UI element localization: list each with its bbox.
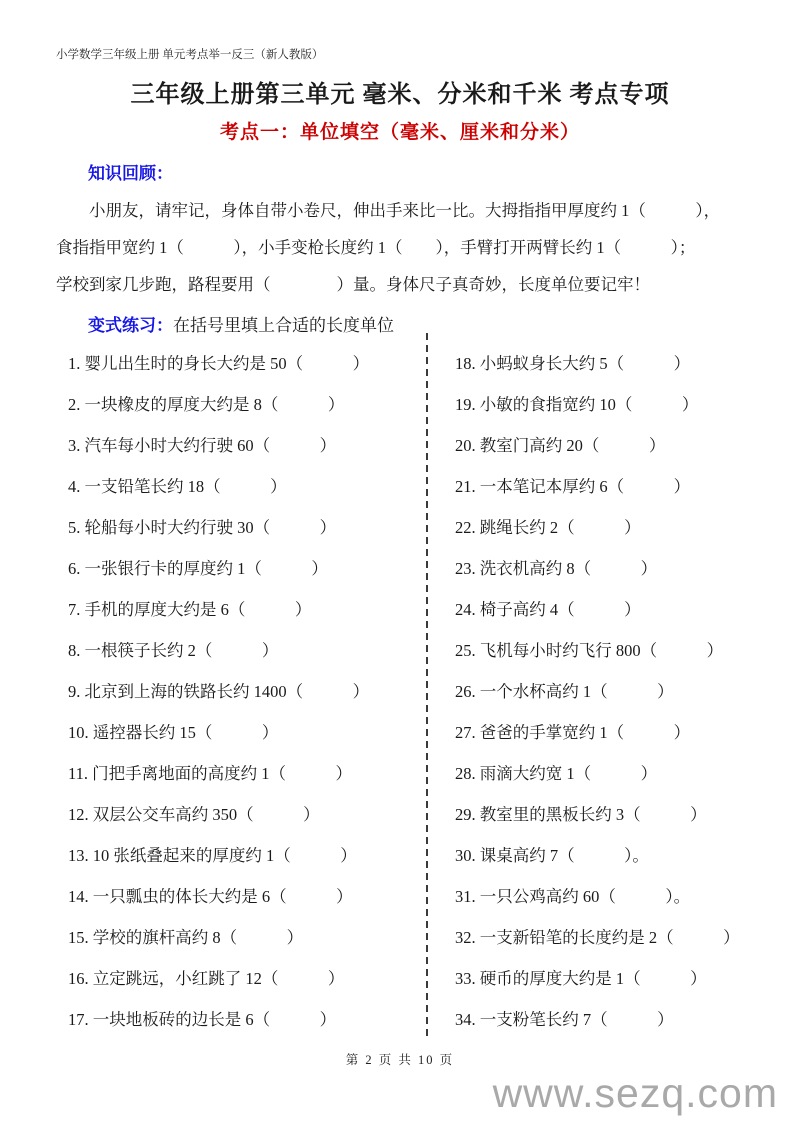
page-title: 三年级上册第三单元 毫米、分米和千米 考点专项 [130,82,670,108]
exercise-item: 3. 汽车每小时大约行驶 60（ ） [68,436,337,455]
exercise-item: 33. 硬币的厚度大约是 1（ ） [455,969,707,988]
exercise-item: 32. 一支新铅笔的长度约是 2（ ） [455,928,740,947]
exercise-item: 24. 椅子高约 4（ ） [455,600,641,619]
practice-heading [88,311,800,341]
right-column [455,343,800,1040]
knowledge-review-line: 学校到家几步跑，路程要用（ ）量。身体尺子真奇妙，长度单位要记牢！ [56,275,650,294]
exercise-item: 9. 北京到上海的铁路长约 1400（ ） [68,682,370,701]
exercise-item: 1. 婴儿出生时的身长大约是 50（ ） [68,354,370,373]
practice-instruction: 在括号里填上合适的长度单位 [173,316,394,335]
practice-label: 变式练习： [88,316,173,335]
exercise-item: 28. 雨滴大约宽 1（ ） [455,764,658,783]
exercise-item: 31. 一只公鸡高约 60（ ）。 [455,887,691,906]
knowledge-review-line: 小朋友，请牢记，身体自带小卷尺，伸出手来比一比。大拇指指甲厚度约 1（ ）， [89,201,721,220]
exercise-item: 12. 双层公交车高约 350（ ） [68,805,320,824]
exercise-item: 10. 遥控器长约 15（ ） [68,723,279,742]
exercise-item: 26. 一个水杯高约 1（ ） [455,682,674,701]
exercise-item: 18. 小蚂蚁身长大约 5（ ） [455,354,691,373]
exercise-item: 7. 手机的厚度大约是 6（ ） [68,600,312,619]
exercise-item: 22. 跳绳长约 2（ ） [455,518,641,537]
exercise-item: 13. 10 张纸叠起来的厚度约 1（ ） [68,846,357,865]
knowledge-review-label: 知识回顾： [88,164,173,183]
exercise-item: 25. 飞机每小时约飞行 800（ ） [455,641,724,660]
exercise-item: 20. 教室门高约 20（ ） [455,436,666,455]
exercise-item: 30. 课桌高约 7（ ）。 [455,846,649,865]
exercise-item: 4. 一支铅笔长约 18（ ） [68,477,287,496]
left-column [0,343,427,1040]
exercise-item: 6. 一张银行卡的厚度约 1（ ） [68,559,328,578]
page-number: 第 2 页 共 10 页 [345,1053,455,1067]
exercise-item: 14. 一只瓢虫的体长大约是 6（ ） [68,887,353,906]
exercise-item: 15. 学校的旗杆高约 8（ ） [68,928,304,947]
document-header-note: 小学数学三年级上册 单元考点举一反三（新人教版） [56,49,324,61]
exercise-item: 29. 教室里的黑板长约 3（ ） [455,805,707,824]
exercise-item: 5. 轮船每小时大约行驶 30（ ） [68,518,337,537]
exercise-item: 27. 爸爸的手掌宽约 1（ ） [455,723,691,742]
exercise-item: 17. 一块地板砖的边长是 6（ ） [68,1010,337,1029]
exercise-item: 16. 立定跳远，小红跳了 12（ ） [68,969,345,988]
watermark-url: www.sezq.com [492,1070,778,1116]
knowledge-review-line: 食指指甲宽约 1（ ），小手变枪长度约 1（ ），手臂打开两臂长约 1（ ）； [56,238,696,257]
exercise-item: 2. 一块橡皮的厚度大约是 8（ ） [68,395,345,414]
exercise-columns [0,343,800,1040]
exercise-item: 11. 门把手离地面的高度约 1（ ） [68,764,353,783]
exercise-item: 21. 一本笔记本厚约 6（ ） [455,477,691,496]
exercise-item: 34. 一支粉笔长约 7（ ） [455,1010,674,1029]
exercise-item: 8. 一根筷子长约 2（ ） [68,641,279,660]
section-subtitle: 考点一：单位填空（毫米、厘米和分米） [219,122,580,143]
exercise-item: 23. 洗衣机高约 8（ ） [455,559,658,578]
knowledge-review-paragraph [56,192,746,303]
exercise-item: 19. 小敏的食指宽约 10（ ） [455,395,699,414]
